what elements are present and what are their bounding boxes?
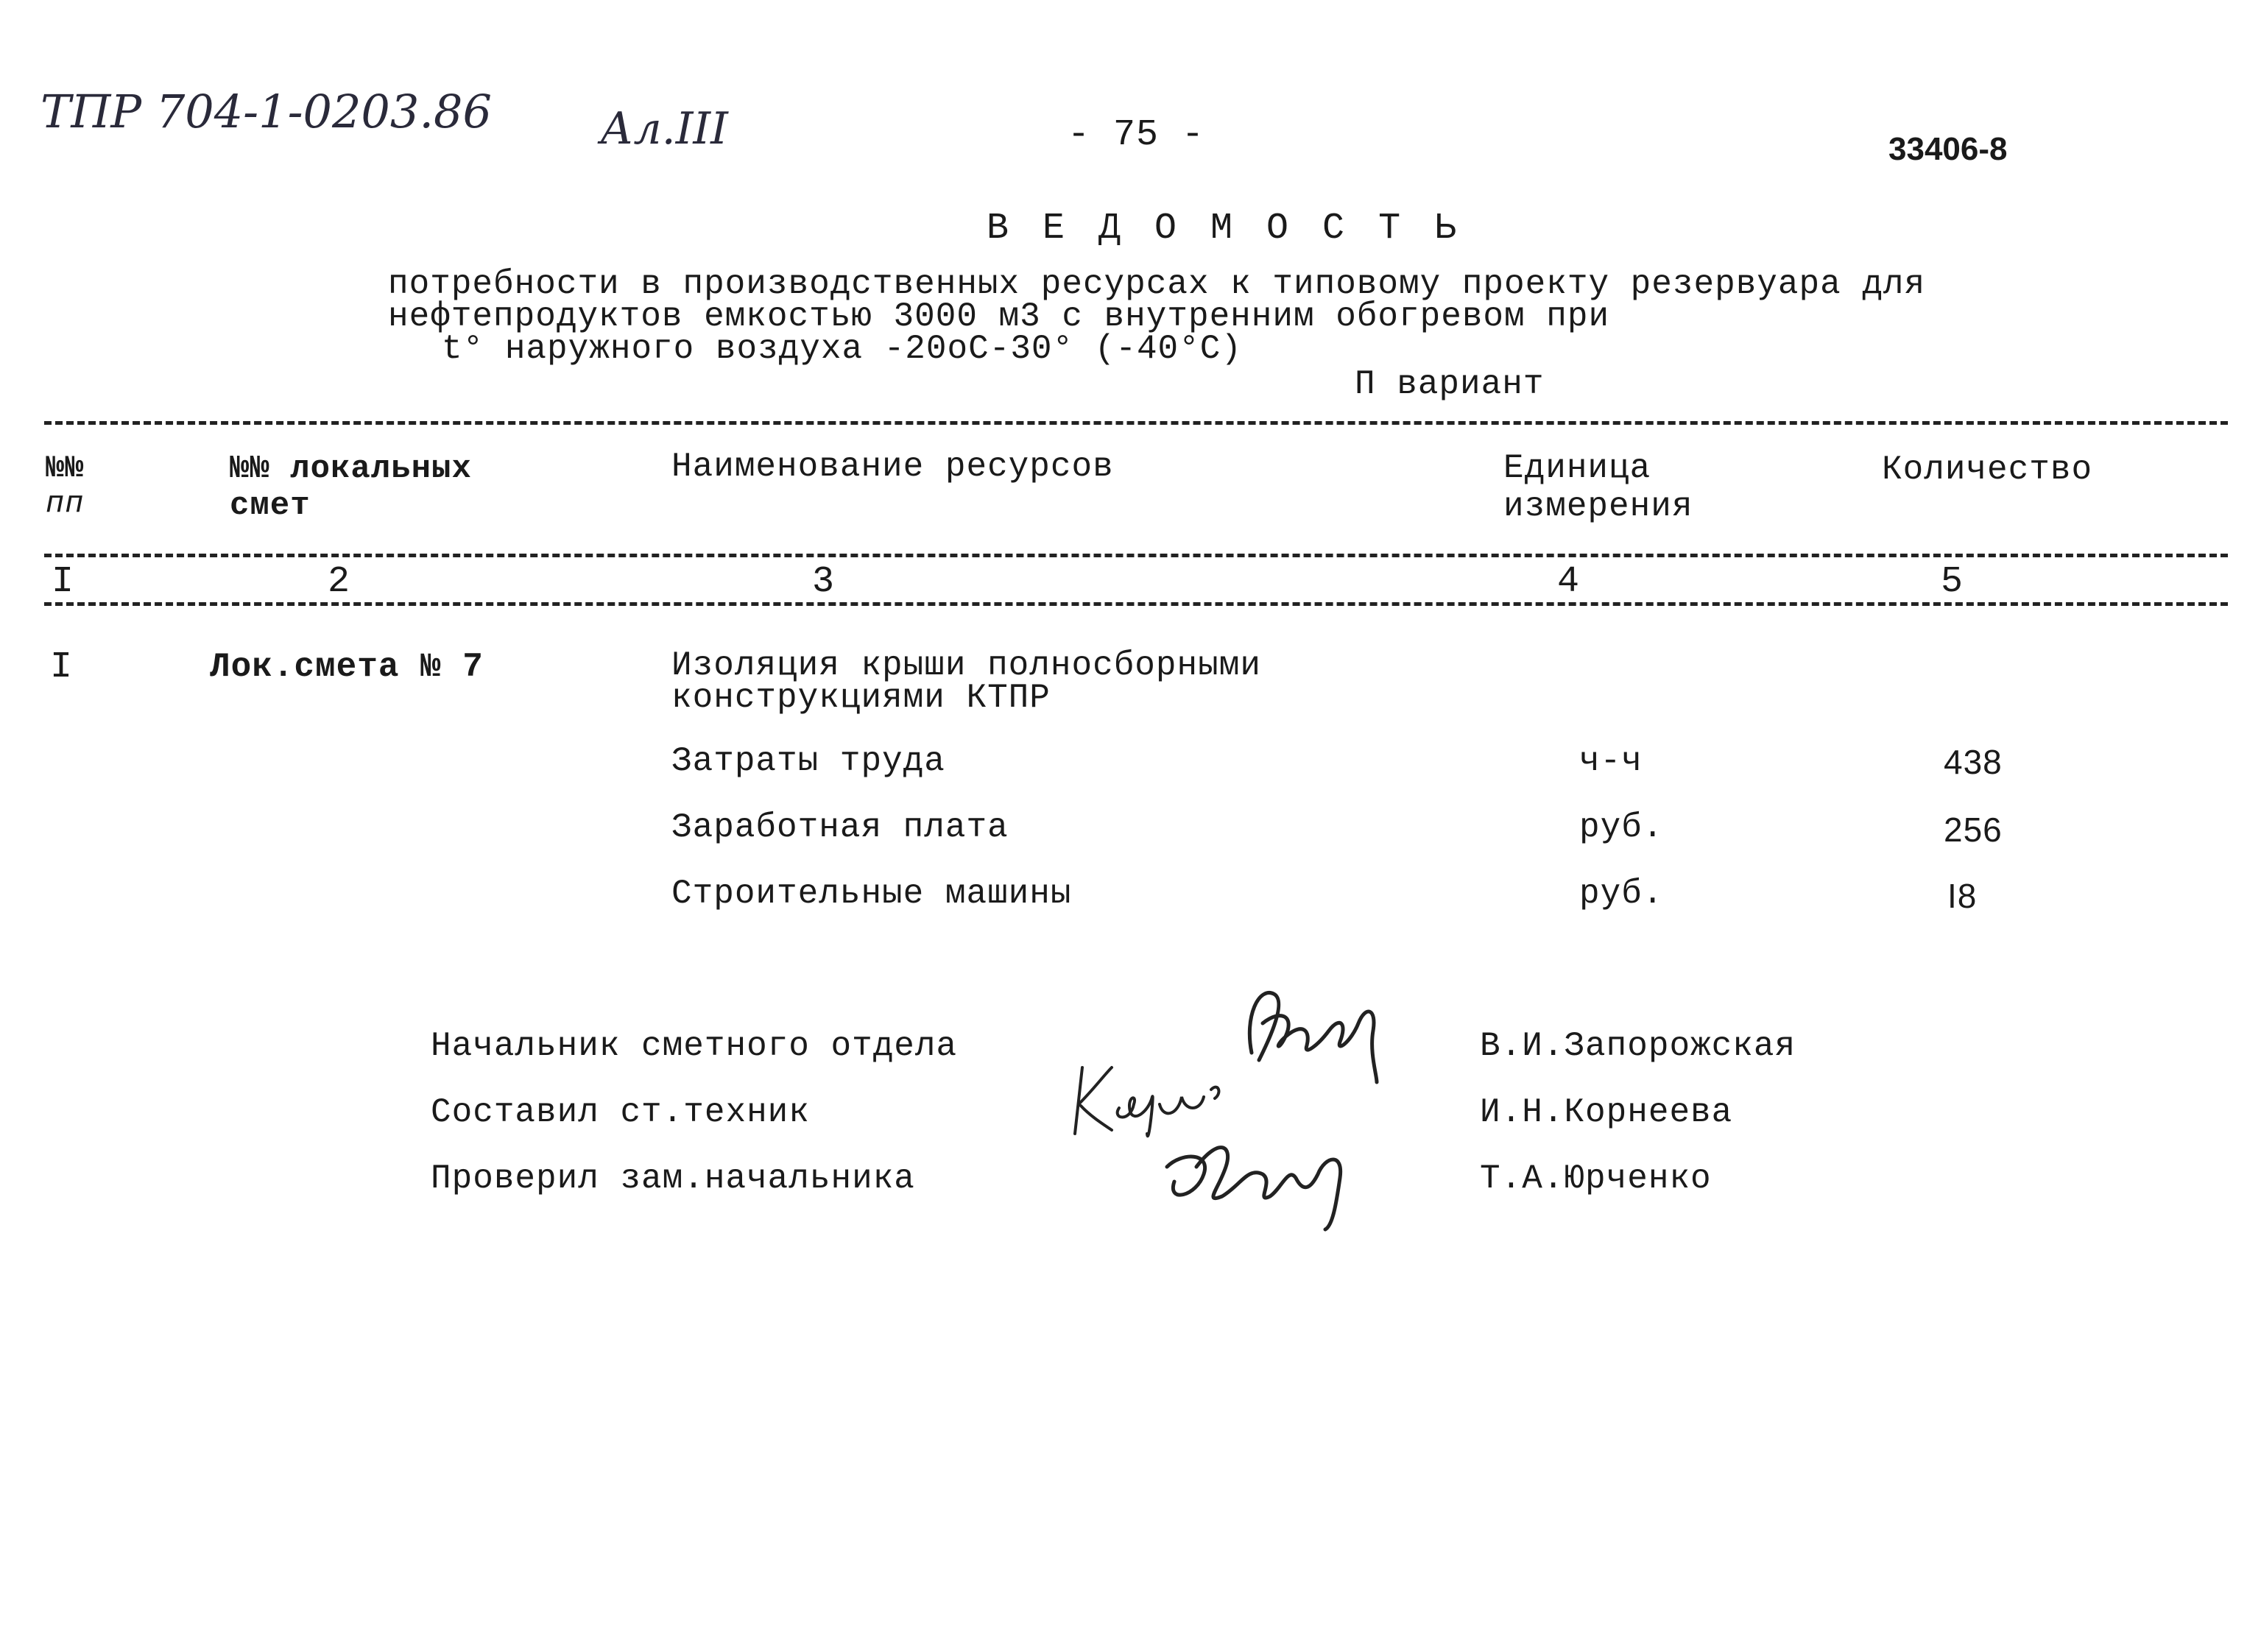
section-number: I <box>50 646 74 688</box>
handwritten-signature-3 <box>1152 1123 1366 1233</box>
header-col-4-line1: Единица <box>1503 449 1651 487</box>
header-col-1-line2: пп <box>46 486 85 521</box>
table-top-rule <box>44 421 2228 425</box>
column-number-4: 4 <box>1557 561 1581 603</box>
signature-role-3: Проверил зам.начальника <box>431 1159 915 1198</box>
row-2-name: Заработная плата <box>671 808 1009 847</box>
column-number-1: I <box>52 561 75 603</box>
header-col-2 <box>230 451 472 524</box>
header-col-4-line2: измерения <box>1503 487 1693 526</box>
row-1-name: Затраты труда <box>671 742 945 780</box>
header-col-2-line2: смет <box>230 487 311 524</box>
signature-name-2: И.Н.Корнеева <box>1480 1093 1733 1132</box>
handwritten-signature-1 <box>1230 972 1399 1090</box>
signature-name-3: Т.А.Юрченко <box>1480 1159 1712 1198</box>
row-2-unit: руб. <box>1579 808 1664 847</box>
variant-label: П вариант <box>1355 365 1545 403</box>
header-col-1-line1: №№ <box>46 451 85 486</box>
header-col-3 <box>671 448 1114 486</box>
page-number: - 75 - <box>1068 114 1205 156</box>
row-3-qty: I8 <box>1947 877 1978 915</box>
column-number-2: 2 <box>328 561 351 603</box>
section-name-line1: Изоляция крыши полносборными <box>671 646 1261 685</box>
column-numbers-bottom-rule <box>44 602 2228 606</box>
header-col-3-line1: Наименование ресурсов <box>671 448 1114 486</box>
row-1-qty: 438 <box>1944 743 2003 781</box>
section-estimate: Лок.смета № 7 <box>210 648 484 686</box>
header-col-4 <box>1503 449 1693 526</box>
column-number-5: 5 <box>1941 561 1964 603</box>
title-line-2: нефтепродуктов емкостью 3000 м3 с внутренним обогревом при <box>388 297 1610 336</box>
signature-name-1: В.И.Запорожская <box>1480 1027 1796 1065</box>
header-col-5 <box>1882 451 2092 489</box>
header-col-2-line1: №№ локальных <box>230 451 472 487</box>
signature-role-2: Составил ст.техник <box>431 1093 810 1132</box>
row-2-qty: 256 <box>1944 811 2003 849</box>
header-col-1 <box>46 451 84 521</box>
column-numbers-top-rule <box>44 554 2228 557</box>
handwritten-album-number: Ал.III <box>600 103 728 155</box>
row-3-unit: руб. <box>1579 875 1664 913</box>
header-col-5-line1: Количество <box>1882 451 2093 489</box>
document-heading: В Е Д О М О С Т Ь <box>987 208 1463 250</box>
document-number: 33406-8 <box>1888 131 2008 167</box>
signature-role-1: Начальник сметного отдела <box>431 1027 958 1065</box>
row-3-name: Строительные машины <box>671 875 1072 913</box>
section-name-line2: конструкциями КТПР <box>671 679 1051 717</box>
row-1-unit: ч-ч <box>1579 742 1643 780</box>
column-number-3: 3 <box>812 561 836 603</box>
title-line-3: t° наружного воздуха -20оС-30° (-40°С) <box>442 330 1242 368</box>
title-line-1: потребности в производственных ресурсах к типовому проекту резервуара для <box>388 265 1926 303</box>
handwritten-project-code: ТПР 704-1-0203.86 <box>40 85 492 138</box>
